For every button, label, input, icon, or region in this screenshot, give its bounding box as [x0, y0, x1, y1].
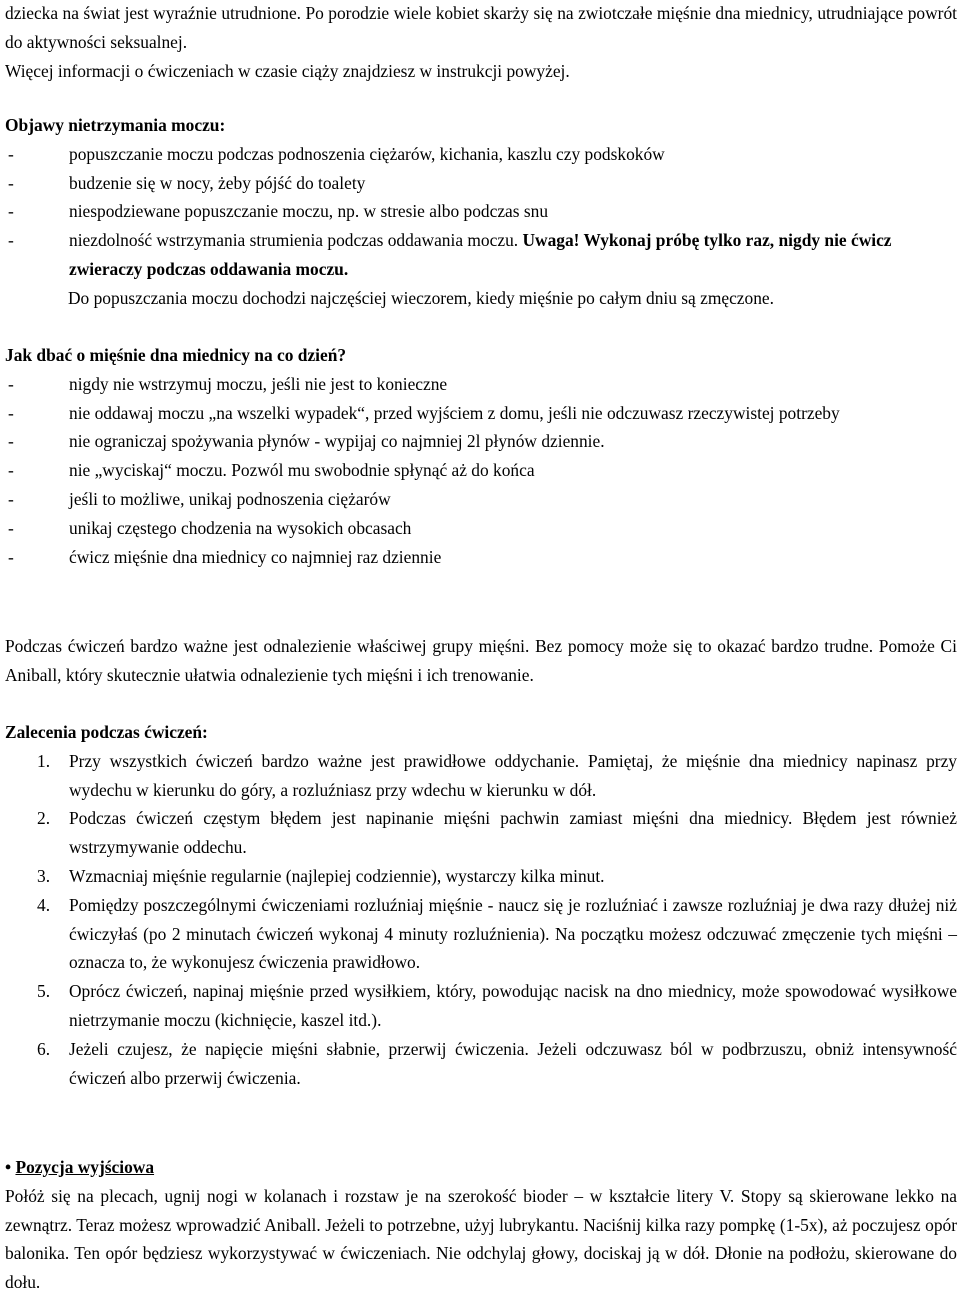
- symptoms-heading: Objawy nietrzymania moczu:: [5, 115, 226, 135]
- list-item: [5, 747, 957, 805]
- position-paragraph: Połóż się na plecach, ugnij nogi w kolanach i rozstaw je na szerokość bioder – w kształcie litery V. Stopy są skierowane lekko na zewnątrz. Teraz możesz wprowadzić Aniball. Jeżeli to potrzebne, użyj lubrykantu. Naciśnij kilka razy pompkę (1-5x), aż poczujesz opór balonika. Ten opór będziesz wykorzystywać w ćwiczeniach. Nie odchylaj głowy, dociskaj ją w dół. Dłonie na podłożu, skierowane do dołu.: [5, 1185, 957, 1293]
- list-item: [5, 1035, 957, 1093]
- intro-section: [5, 0, 957, 85]
- position-heading-line: [5, 1153, 957, 1182]
- care-heading: Jak dbać o mięśnie dna miednicy na co dzień?: [5, 345, 347, 365]
- list-item: [5, 226, 957, 284]
- item-number: 5.: [37, 981, 51, 1002]
- position-heading: Pozycja wyjściowa: [15, 1157, 155, 1177]
- aniball-section: [5, 632, 957, 690]
- list-item: [5, 977, 957, 1035]
- list-item: - nie ograniczaj spożywania płynów - wypijaj co najmniej 2l płynów dziennie.: [5, 427, 957, 456]
- list-item: - jeśli to możliwe, unikaj podnoszenia ciężarów: [5, 485, 957, 514]
- item-number: 2.: [37, 808, 51, 829]
- item-number: 3.: [37, 865, 51, 886]
- position-section: [5, 1153, 957, 1297]
- list-item: - nie „wyciskaj“ moczu. Pozwól mu swobodnie spłynąć aż do końca: [5, 456, 957, 485]
- list-item: - niespodziewane popuszczanie moczu, np. w stresie albo podczas snu: [5, 197, 957, 226]
- list-item: - nigdy nie wstrzymuj moczu, jeśli nie jest to konieczne: [5, 370, 957, 399]
- recommendations-heading: Zalecenia podczas ćwiczeń:: [5, 722, 208, 742]
- care-list: [5, 370, 957, 572]
- list-item: - unikaj częstego chodzenia na wysokich obcasach: [5, 514, 957, 543]
- list-item: - ćwicz mięśnie dna miednicy co najmniej raz dziennie: [5, 543, 957, 572]
- warning-text: Uwaga! Wykonaj próbę tylko raz, nigdy nie ćwicz zwieraczy podczas oddawania moczu.: [69, 230, 892, 279]
- bullet-icon: •: [5, 1157, 12, 1177]
- item-number: 4.: [37, 894, 51, 915]
- aniball-paragraph: Podczas ćwiczeń bardzo ważne jest odnalezienie właściwej grupy mięśni. Bez pomocy może się to okazać bardzo trudne. Pomoże Ci Aniball, który skutecznie ułatwia odnalezienie tych mięśni i ich trenowanie.: [5, 636, 957, 685]
- list-item: [5, 804, 957, 862]
- item-text: Wzmacniaj mięśnie regularnie (najlepiej codziennie), wystarczy kilka minut.: [69, 865, 605, 886]
- item-text: Pomiędzy poszczególnymi ćwiczeniami rozluźniaj mięśnie - naucz się je rozluźniać i zawsze rozluźniaj je dwa razy dłużej niż ćwiczyłaś (po 2 minutach ćwiczeń wykonaj 4 minuty rozluźnienia). Na początku możesz odczuwać zmęczenie tych mięśni – oznacza to, że wykonujesz ćwiczenia prawidłowo.: [69, 894, 957, 973]
- recommendations-list: [5, 747, 957, 1093]
- list-item: [5, 862, 957, 891]
- symptoms-list: [5, 140, 957, 284]
- item-number: 6.: [37, 1038, 51, 1059]
- recommendations-section: [5, 718, 957, 1092]
- list-item: - nie oddawaj moczu „na wszelki wypadek“, przed wyjściem z domu, jeśli nie odczuwasz rzeczywistej potrzeby: [5, 399, 957, 428]
- symptom-text: niezdolność wstrzymania strumienia podczas oddawania moczu.: [69, 230, 523, 251]
- list-item: - popuszczanie moczu podczas podnoszenia ciężarów, kichania, kaszlu czy podskoków: [5, 140, 957, 169]
- intro-paragraph: dziecka na świat jest wyraźnie utrudnione. Po porodzie wiele kobiet skarży się na zwiotczałe mięśnie dna miednicy, utrudniające powrót do aktywności seksualnej.: [5, 3, 957, 52]
- symptoms-section: [5, 111, 957, 313]
- item-text: Podczas ćwiczeń częstym błędem jest napinanie mięśni pachwin zamiast mięśni dna miednicy. Błędem jest również wstrzymywanie oddechu.: [69, 808, 957, 858]
- item-number: 1.: [37, 750, 51, 771]
- item-text: Przy wszystkich ćwiczeń bardzo ważne jest prawidłowe oddychanie. Pamiętaj, że mięśnie dna miednicy napinasz przy wydechu w kierunku do góry, a rozluźniasz przy wdechu w kierunku w dół.: [69, 750, 957, 800]
- intro-reference: Więcej informacji o ćwiczeniach w czasie ciąży znajdziesz w instrukcji powyżej.: [5, 60, 570, 81]
- care-section: [5, 341, 957, 571]
- symptoms-note: Do popuszczania moczu dochodzi najczęściej wieczorem, kiedy mięśnie po całym dniu są zmęczone.: [68, 287, 774, 308]
- list-item: [5, 891, 957, 977]
- item-text: Oprócz ćwiczeń, napinaj mięśnie przed wysiłkiem, który, powodując nacisk na dno miednicy, może spowodować wysiłkowe nietrzymanie moczu (kichnięcie, kaszel itd.).: [69, 981, 957, 1030]
- list-item: - budzenie się w nocy, żeby pójść do toalety: [5, 169, 957, 198]
- item-text: Jeżeli czujesz, że napięcie mięśni słabnie, przerwij ćwiczenia. Jeżeli odczuwasz ból w podbrzuszu, obniż intensywność ćwiczeń albo przerwij ćwiczenia.: [69, 1038, 957, 1088]
